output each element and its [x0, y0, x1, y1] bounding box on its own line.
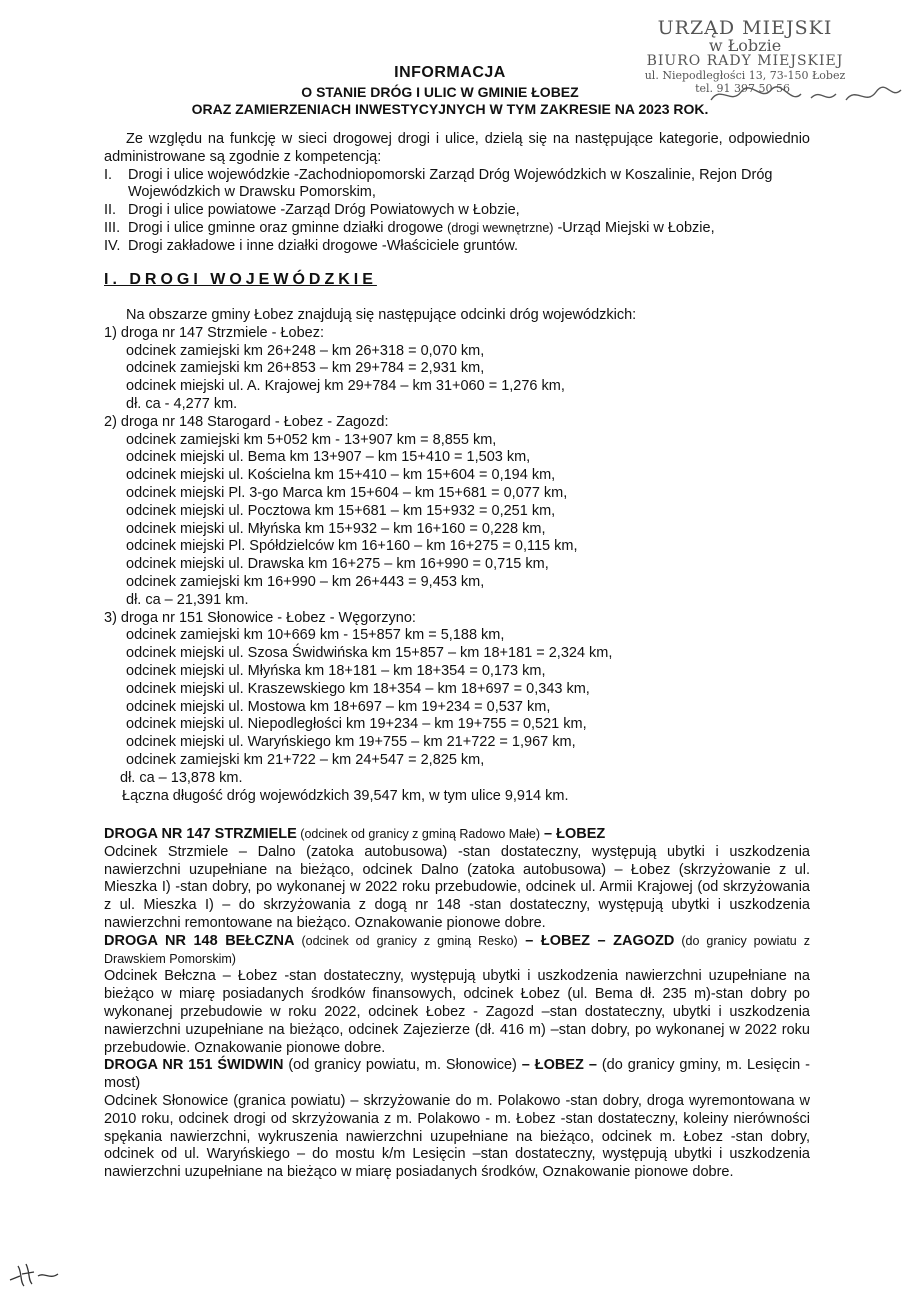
category-number: I.	[104, 166, 113, 183]
road-segment: odcinek zamiejski km 26+853 – km 29+784 = 2,931 km,	[126, 360, 485, 377]
road-description-body: Odcinek Bełczna – Łobez -stan dostateczny, występują ubytki i uszkodzenia nawierzchni uzupełniane na bieżąco w miarę posiadanych środków finansowych, odcinek Łobez (ul. Bema dł. 235 m)-stan dobry po wykonanej przebudowie w roku 2022, odcinek Łobez - Zagozd –stan dostateczny, ubytki i uszkodzenia nawierzchni uzupełniane na bieżąco, odcinek Zajezierze (dł. 416 m) –stan dobry, po wykonanej w 2022 roku przebudowie. Oznakowanie pionowe dobre.	[104, 968, 810, 1056]
road-total: dł. ca – 21,391 km.	[126, 591, 249, 608]
stamp-line-phone: tel. 91 397 50 56	[695, 82, 790, 95]
category-item	[104, 167, 810, 203]
category-number: IV.	[104, 237, 121, 254]
road-description-heading	[104, 1057, 810, 1093]
road-description-body: Odcinek Strzmiele – Dalno (zatoka autobusowa) -stan dostateczny, występują ubytki i uszkodzenia nawierzchni uzupełniane na bieżąco, odcinek Dalno (zatoka autobusowa) – Łobez (skrzyżowanie z ul. Mieszka I) -stan dobry, po wykonanej w 2022 roku przebudowie, odcinek ul. Armii Krajowej (od skrzyżowania z ul. Mieszka I) – do skrzyżowania z dogą nr 148 -stan dostateczny, występują ubytki i uszkodzenia nawierzchni remontowane na bieżąco. Oznakowanie pionowe dobre.	[104, 843, 810, 931]
category-item	[104, 202, 810, 220]
category-number: III.	[104, 219, 121, 236]
road-destination: – ŁOBEZ –	[516, 1057, 597, 1074]
stamp-line-town: w Łobzie	[708, 36, 782, 55]
road-description-147	[104, 826, 810, 933]
road-description-heading	[104, 933, 810, 969]
section-heading: I. DROGI WOJEWÓDZKIE	[104, 271, 377, 288]
roads-summary: Łączna długość dróg wojewódzkich 39,547 km, w tym ulice 9,914 km.	[122, 787, 569, 804]
category-text-main: Drogi i ulice gminne oraz gminne działki drogowe	[128, 219, 448, 236]
category-item	[104, 220, 810, 238]
road-segment: odcinek miejski ul. Pocztowa km 15+681 – km 15+932 = 0,251 km,	[126, 502, 556, 519]
voivodeship-roads-list	[104, 307, 724, 805]
road-segment: odcinek zamiejski km 10+669 km - 15+857 km = 5,188 km,	[126, 627, 505, 644]
road-description-148	[104, 933, 810, 1058]
handwritten-paraph	[8, 1258, 60, 1288]
road-segment: odcinek zamiejski km 21+722 – km 24+547 = 2,825 km,	[126, 751, 485, 768]
road-segment: odcinek zamiejski km 16+990 – km 26+443 = 9,453 km,	[126, 573, 485, 590]
road-range-note: (od granicy powiatu, m. Słonowice)	[283, 1057, 517, 1074]
category-number: II.	[104, 202, 117, 219]
road-segment: odcinek miejski ul. Waryńskiego km 19+755 – km 21+722 = 1,967 km,	[126, 734, 576, 751]
intro-paragraph: Ze względu na funkcję w sieci drogowej drogi i ulice, dzielą się na następujące kategorie, odpowiednio administrowane są zgodnie z kompetencją:	[104, 131, 810, 165]
road-segment: odcinek miejski ul. Kraszewskiego km 18+354 – km 18+697 = 0,343 km,	[126, 680, 590, 697]
intro-block	[104, 131, 810, 256]
road-destination: – ŁOBEZ	[540, 826, 606, 842]
category-text-tail: -Urząd Miejski w Łobzie,	[553, 219, 715, 236]
road-segment: odcinek miejski Pl. 3-go Marca km 15+604 – km 15+681 = 0,077 km,	[126, 484, 568, 501]
road-segment: odcinek miejski ul. A. Krajowej km 29+784 – km 31+060 = 1,276 km,	[126, 378, 565, 395]
document-subtitle-1: O STANIE DRÓG I ULIC W GMINIE ŁOBEZ	[301, 84, 579, 100]
road-range-note: (odcinek od granicy z gminą Radowo Małe)	[296, 827, 540, 841]
category-text: Drogi zakładowe i inne działki drogowe -Właściciele gruntów.	[128, 237, 519, 254]
road-descriptions	[104, 826, 810, 1182]
road-total: dł. ca - 4,277 km.	[126, 395, 238, 412]
road-destination: – ŁOBEZ – ZAGOZD	[517, 932, 675, 949]
stamp-line-address: ul. Niepodległości 13, 73-150 Łobez	[644, 69, 846, 82]
road-segment: odcinek miejski ul. Szosa Świdwińska km 15+857 – km 18+181 = 2,324 km,	[126, 645, 613, 662]
road-segment: odcinek miejski ul. Bema km 13+907 – km 15+410 = 1,503 km,	[126, 449, 531, 466]
category-item	[104, 238, 810, 256]
category-text-note: (drogi wewnętrzne)	[447, 220, 554, 235]
roads-intro: Na obszarze gminy Łobez znajdują się następujące odcinki dróg wojewódzkich:	[126, 307, 637, 323]
road-title: 2) droga nr 148 Starogard - Łobez - Zagozd:	[104, 413, 389, 430]
road-description-151	[104, 1057, 810, 1182]
category-text: Drogi i ulice wojewódzkie -Zachodniopomorski Zarząd Dróg Wojewódzkich w Koszalinie, Rejon Dróg Wojewódzkich w Drawsku Pomorskim,	[128, 166, 773, 201]
category-text	[128, 220, 715, 238]
road-segment: odcinek miejski ul. Drawska km 16+275 – km 16+990 = 0,715 km,	[126, 556, 549, 573]
road-segment: odcinek miejski ul. Niepodległości km 19+234 – km 19+755 = 0,521 km,	[126, 716, 587, 733]
road-segment: odcinek miejski ul. Mostowa km 18+697 – km 19+234 = 0,537 km,	[126, 698, 551, 715]
road-segment: odcinek miejski ul. Młyńska km 18+181 – km 18+354 = 0,173 km,	[126, 662, 546, 679]
road-name: DROGA NR 151 ŚWIDWIN	[104, 1057, 284, 1074]
road-segment: odcinek miejski ul. Młyńska km 15+932 – km 16+160 = 0,228 km,	[126, 520, 546, 537]
road-segment: odcinek miejski Pl. Spółdzielców km 16+160 – km 16+275 = 0,115 km,	[126, 538, 578, 555]
road-range-note-2: (do granicy gminy, m. Lesięcin - most)	[104, 1057, 810, 1092]
road-name: DROGA NR 148 BEŁCZNA	[104, 932, 295, 949]
road-range-note-2: (do granicy powiatu z Drawskiem Pomorskim)	[104, 933, 810, 966]
document-subtitle-2: ORAZ ZAMIERZENIACH INWESTYCYJNYCH W TYM ZAKRESIE NA 2023 ROK.	[191, 101, 709, 117]
road-description-body: Odcinek Słonowice (granica powiatu) – skrzyżowanie do m. Polakowo -stan dobry, droga wyremontowana w 2010 roku, odcinek drogi od skrzyżowania z m. Polakowo - m. Łobez -stan dostateczny, koleiny nierówności spękania nawierzchni, wykruszenia nawierzchni uzupełniane na bieżąco, odcinek m. Łobez -stan dobry, odcinek od ul. Waryńskiego – do mostu k/m Lesięcin –stan dostateczny, występują ubytki i uszkodzenia nawierzchni uzupełniane na bieżąco w miarę posiadanych środków, Oznakowanie pionowe dobre.	[104, 1092, 810, 1181]
category-text: Drogi i ulice powiatowe -Zarząd Dróg Powiatowych w Łobzie,	[128, 202, 520, 219]
road-description-heading	[104, 826, 810, 844]
road-title: 1) droga nr 147 Strzmiele - Łobez:	[104, 324, 325, 341]
stamp-line-bureau: BIURO RADY MIEJSKIEJ	[646, 53, 844, 69]
road-range-note: (odcinek od granicy z gminą Resko)	[294, 933, 518, 948]
road-name: DROGA NR 147 STRZMIELE	[104, 826, 297, 842]
road-segment: odcinek zamiejski km 26+248 – km 26+318 = 0,070 km,	[126, 342, 485, 359]
road-title: 3) droga nr 151 Słonowice - Łobez - Węgorzyno:	[104, 609, 416, 626]
road-segment: odcinek miejski ul. Kościelna km 15+410 – km 15+604 = 0,194 km,	[126, 467, 556, 484]
stamp-line-office: URZĄD MIEJSKI	[657, 17, 833, 39]
document-title: INFORMACJA	[394, 64, 506, 81]
road-total: dł. ca – 13,878 km.	[120, 769, 243, 786]
road-segment: odcinek zamiejski km 5+052 km - 13+907 km = 8,855 km,	[126, 431, 497, 448]
